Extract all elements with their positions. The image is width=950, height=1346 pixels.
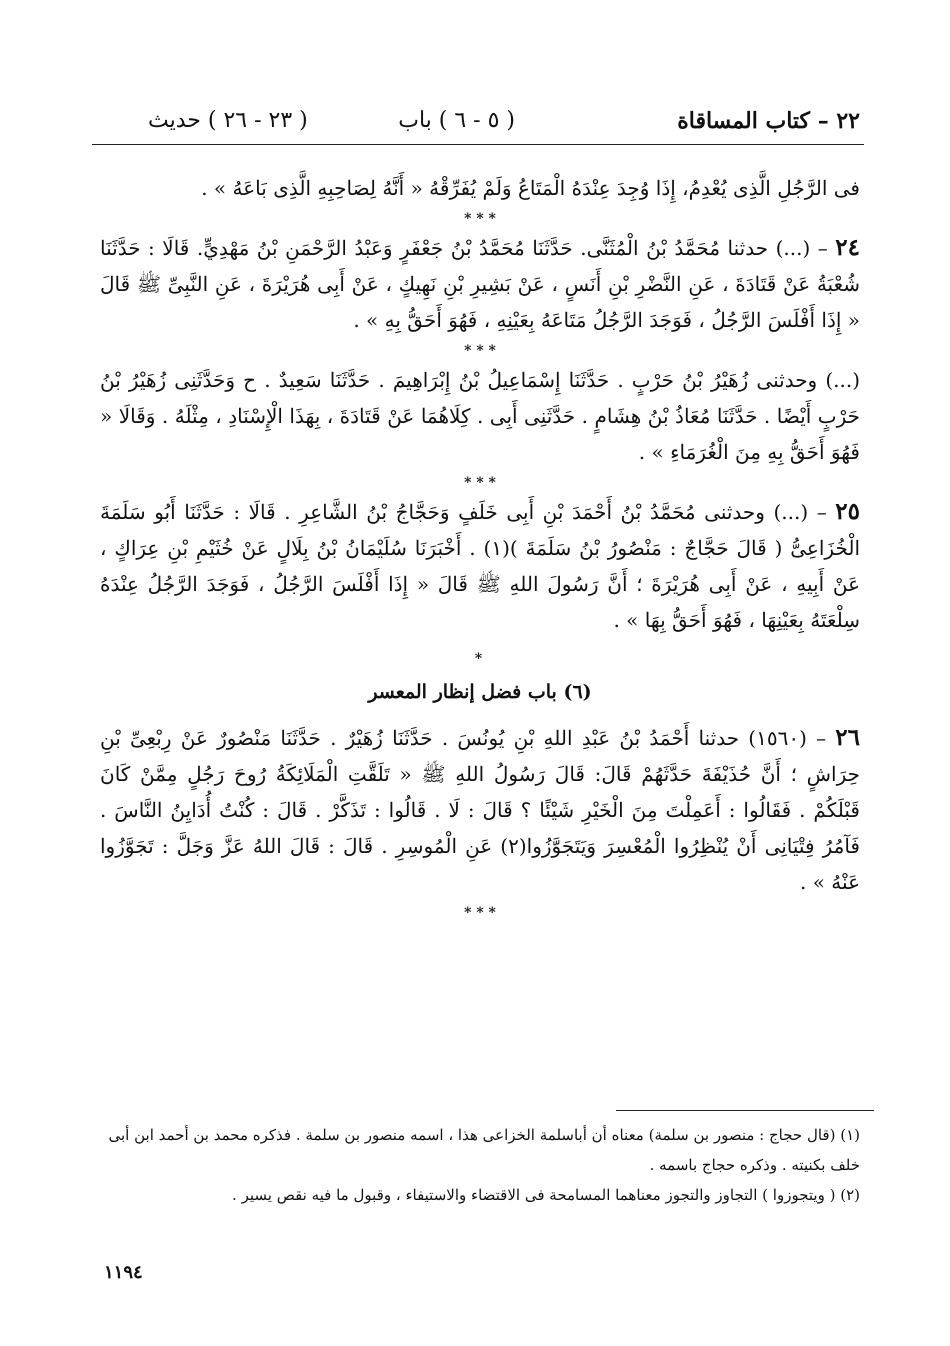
header-hadith-range: ( ٢٣ - ٢٦ ) حديث: [148, 108, 308, 133]
hadith-number: ٢٦: [835, 724, 860, 751]
hadith-text: – (...) وحدثنى مُحَمَّدُ بْنُ أَحْمَدَ بْنِ أَبِى خَلَفٍ وَحَجَّاجُ بْنُ الشَّاعِرِ . قَالَا : حَدَّثَنَا أَبُو سَلَمَةَ الْخُزَاعِىُّ ( قَالَ حَجَّاجٌ : مَنْصُورُ بْنُ سَلَمَةَ )(١) . أَخْبَرَنَا سُلَيْمَانُ بْنُ بِلَالٍ عَنْ خُثَيْمِ بْنِ عِرَاكٍ ، عَنْ أَبِيهِ ، عَنْ أَبِى هُرَيْرَةَ ؛ أَنَّ رَسُولَ اللهِ ﷺ قَالَ « إِذَا أَفْلَسَ الرَّجُلُ ، فَوَجَدَ الرَّجُلُ عِنْدَهُ سِلْعَتَهُ بِعَيْنِهَا ، فَهُوَ أَحَقُّ بِهَا » .: [100, 500, 860, 632]
hadith-number: ٢٥: [835, 498, 861, 525]
hadith-24: [100, 230, 860, 338]
footnote-divider: [616, 1110, 874, 1111]
header-divider: [92, 144, 864, 145]
header-chapter-range: ( ٥ - ٦ ) باب: [398, 108, 515, 133]
hadith-24-variant: (...) وحدثنى زُهَيْرُ بْنُ حَرْبٍ . حَدَّثَنَا إِسْمَاعِيلُ بْنُ إِبْرَاهِيمَ . حَدَّثَنَا سَعِيدٌ . ح وَحَدَّثَنِى زُهَيْرُ بْنُ حَرْبٍ أَيْضًا . حَدَّثَنَا مُعَاذُ بْنُ هِشَامٍ . حَدَّثَنِى أَبِى . كِلَاهُمَا عَنْ قَتَادَةَ ، بِهَذَا الْإِسْنَادِ ، مِثْلَهُ . وَقَالَا « فَهُوَ أَحَقُّ بِهِ مِنَ الْغُرَمَاءِ » .: [100, 368, 860, 464]
page-number: ١١٩٤: [104, 1262, 143, 1283]
hadith-number: ٢٤: [835, 234, 861, 261]
main-text: [100, 170, 860, 924]
page-header: [92, 104, 860, 144]
footnotes: [100, 1120, 860, 1210]
hadith-26: [100, 720, 860, 900]
hadith-25: [100, 494, 860, 638]
separator-stars: * * *: [464, 905, 496, 921]
hadith-text: – (...) حدثنا مُحَمَّدُ بْنُ الْمُثَنَّى. حَدَّثَنَا مُحَمَّدُ بْنُ جَعْفَرٍ وَعَبْدُ الرَّحْمَنِ بْنُ مَهْدِيٍّ. قَالَا : حَدَّثَنَا شُعْبَةُ عَنْ قَتَادَةَ ، عَنِ النَّضْرِ بْنِ أَنَسٍ ، عَنْ بَشِيرِ بْنِ نَهِيكٍ ، عَنْ أَبِى هُرَيْرَةَ ، عَنِ النَّبِىِّ ﷺ قَالَ « إِذَا أَفْلَسَ الرَّجُلُ ، فَوَجَدَ الرَّجُلُ مَتَاعَهُ بِعَيْنِهِ ، فَهُوَ أَحَقُّ بِهِ » .: [100, 236, 861, 332]
separator-stars: * * *: [464, 475, 496, 491]
section-mark: *: [474, 651, 486, 667]
footnote-2: (٢) ( ويتجوزوا ) التجاوز والتجوز معناهما المسامحة فى الاقتضاء والاستيفاء ، وقبول ما فيه نقص يسير .: [232, 1186, 860, 1204]
footnote-1: (١) (قال حجاج : منصور بن سلمة) معناه أن أباسلمة الخزاعى هذا ، اسمه منصور بن سلمة . فذكره محمد بن أحمد ابن أبى خلف بكنيته . وذكره حجاج باسمه .: [108, 1126, 860, 1174]
paragraph-continuation: فى الرَّجُلِ الَّذِى يُعْدِمُ، إِذَا وُجِدَ عِنْدَهُ الْمَتَاعُ وَلَمْ يُفَرِّقْهُ « أَنَّهُ لِصَاحِبِهِ الَّذِى بَاعَهُ » .: [201, 176, 860, 200]
header-book-title: ٢٢ – كتاب المساقاة: [677, 108, 860, 134]
hadith-text: – (١٥٦٠) حدثنا أَحْمَدُ بْنُ عَبْدِ اللهِ بْنِ يُونُسَ . حَدَّثَنَا زُهَيْرٌ . حَدَّثَنَا مَنْصُورٌ عَنْ رِبْعِىِّ بْنِ حِرَاشٍ ؛ أَنَّ حُذَيْفَةَ حَدَّثَهُمْ قَالَ: قَالَ رَسُولُ اللهِ ﷺ « تَلَقَّتِ الْمَلَائِكَةُ رُوحَ رَجُلٍ مِمَّنْ كَانَ قَبْلَكُمْ . فَقَالُوا : أَعَمِلْتَ مِنَ الْخَيْرِ شَيْئًا ؟ قَالَ : لَا . قَالُوا : تَذَكَّرْ . قَالَ : كُنْتُ أُدَايِنُ النَّاسَ . فَآمُرُ فِتْيَانِى أَنْ يُنْظِرُوا الْمُعْسِرَ وَيَتَجَوَّزُوا(٢) عَنِ الْمُوسِرِ . قَالَ : قَالَ اللهُ عَزَّ وَجَلَّ : تَجَوَّزُوا عَنْهُ » .: [100, 726, 860, 894]
chapter-heading: (٦) باب فضل إنظار المعسر: [368, 681, 592, 703]
separator-stars: * * *: [464, 211, 496, 227]
separator-stars: * * *: [464, 343, 496, 359]
